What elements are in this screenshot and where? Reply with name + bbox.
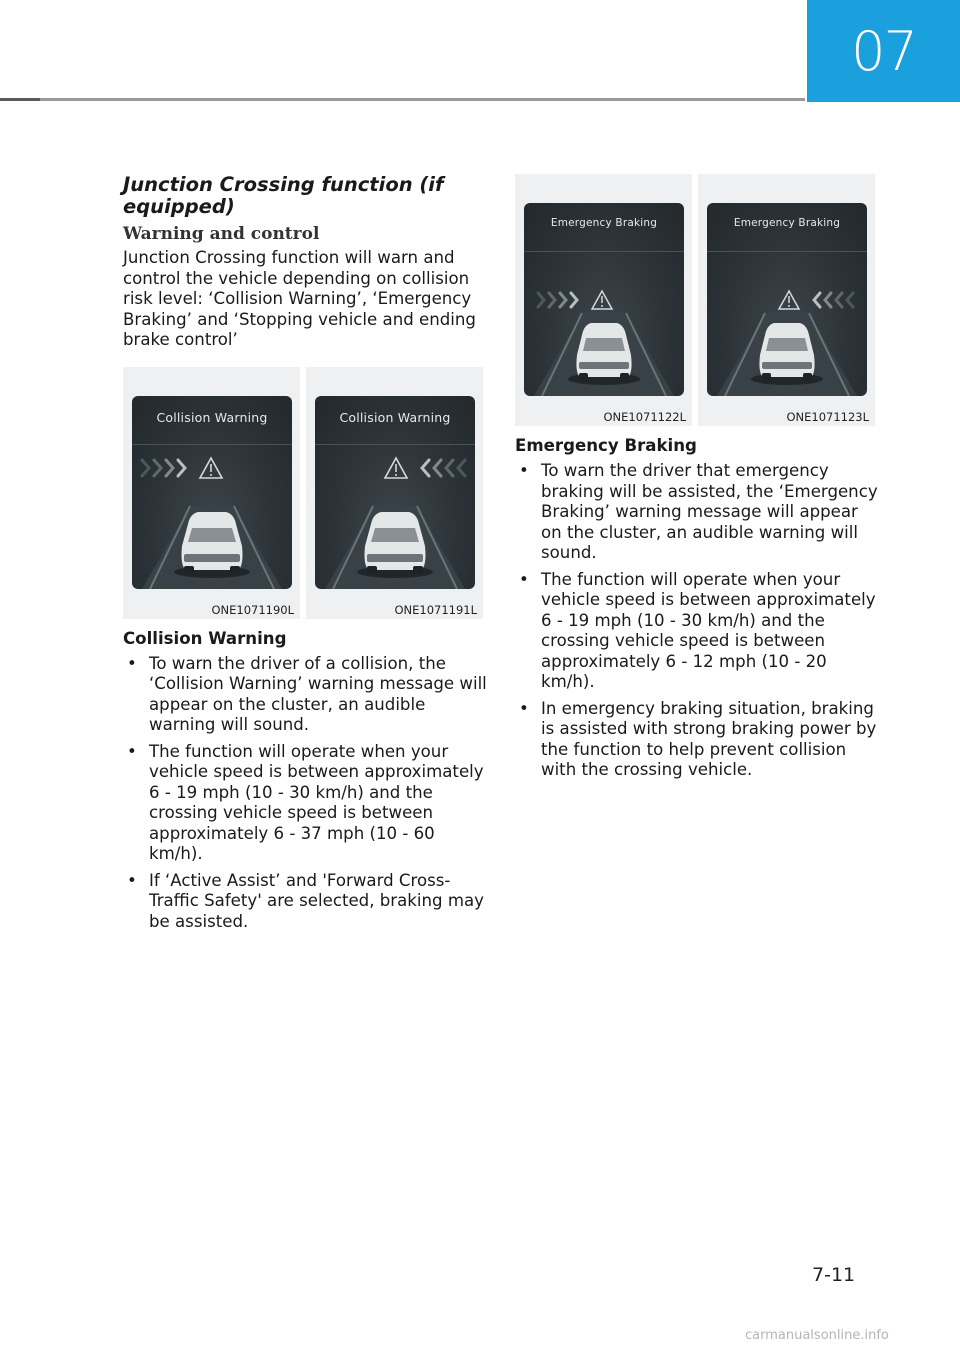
warning-triangle-icon <box>592 291 612 309</box>
cluster-illustration-right <box>524 203 684 396</box>
chevrons-right-icon <box>538 293 577 307</box>
header-rule-accent <box>0 98 40 101</box>
warning-triangle-icon <box>385 458 407 478</box>
emergency-braking-figures <box>515 174 880 426</box>
list-item: • To warn the driver that emergency braking will be assisted, the ‘Emergency Braking’ warning message will appear on the cluster, an audible warning will sound. <box>519 461 878 562</box>
chevrons-left-icon <box>422 460 465 476</box>
cluster-illustration-right <box>132 396 292 589</box>
warning-triangle-icon <box>200 458 222 478</box>
figure-emergency-braking-left <box>698 174 875 426</box>
cluster-illustration-left <box>707 203 867 396</box>
chevrons-right-icon <box>142 460 185 476</box>
list-item: • In emergency braking situation, braking is assisted with strong braking power by the function to help prevent collision with the crossing vehicle. <box>519 698 877 779</box>
cluster-screen <box>524 203 684 396</box>
cluster-screen <box>707 203 867 396</box>
page-number: 7-11 <box>812 1264 856 1286</box>
cluster-screen <box>315 396 475 589</box>
section-title: Junction Crossing function (if equipped) <box>123 173 444 218</box>
chapter-tab <box>807 0 960 102</box>
cluster-illustration-left <box>315 396 475 589</box>
figure-collision-warning-right <box>123 367 300 619</box>
figure-emergency-braking-right <box>515 174 692 426</box>
collision-warning-list <box>123 654 488 933</box>
header-rule <box>0 98 805 101</box>
screen-message: Emergency Braking <box>550 217 658 229</box>
emergency-braking-title: Emergency Braking <box>515 436 697 455</box>
screen-message: Emergency Braking <box>733 217 841 229</box>
emergency-braking-list <box>515 461 880 781</box>
left-column <box>123 174 488 938</box>
list-item: • The function will operate when your vehicle speed is between approximately 6 - 19 mph (10 - 30 km/h) and the crossing vehicle speed is between approximately 6 - 12 mph (10 - 20 km/h). <box>519 569 876 691</box>
sub-title: Warning and control <box>123 224 320 244</box>
collision-warning-title: Collision Warning <box>123 628 287 648</box>
list-item: • If ‘Active Assist’ and 'Forward Cross-Traffic Safety' are selected, braking may be assisted. <box>127 870 484 931</box>
figure-collision-warning-left <box>306 367 483 619</box>
chapter-number: 07 <box>851 19 916 83</box>
warning-triangle-icon <box>779 291 799 309</box>
collision-warning-figures <box>123 367 488 619</box>
figure-code: ONE1071122L <box>603 410 686 424</box>
screen-message: Collision Warning <box>156 409 268 425</box>
screen-message: Collision Warning <box>339 409 451 425</box>
watermark: carmanualsonline.info <box>745 1328 889 1343</box>
cluster-screen <box>132 396 292 589</box>
figure-code: ONE1071123L <box>786 410 869 424</box>
list-item: • The function will operate when your vehicle speed is between approximately 6 - 19 mph (10 - 30 km/h) and the crossing vehicle speed is between approximately 6 - 37 mph (10 - 60 km/h). <box>127 741 484 863</box>
list-item: • To warn the driver of a collision, the ‘Collision Warning’ warning message will appear on the cluster, an audible warning will sound. <box>127 653 487 734</box>
chevrons-left-icon <box>814 293 853 307</box>
intro-paragraph: Junction Crossing function will warn and control the vehicle depending on collision risk level: ‘Collision Warning’, ‘Emergency Braking’ and ‘Stopping vehicle and ending brake control’ <box>123 248 476 349</box>
figure-code: ONE1071190L <box>211 602 294 617</box>
figure-code: ONE1071191L <box>394 602 477 617</box>
right-column <box>515 174 880 787</box>
